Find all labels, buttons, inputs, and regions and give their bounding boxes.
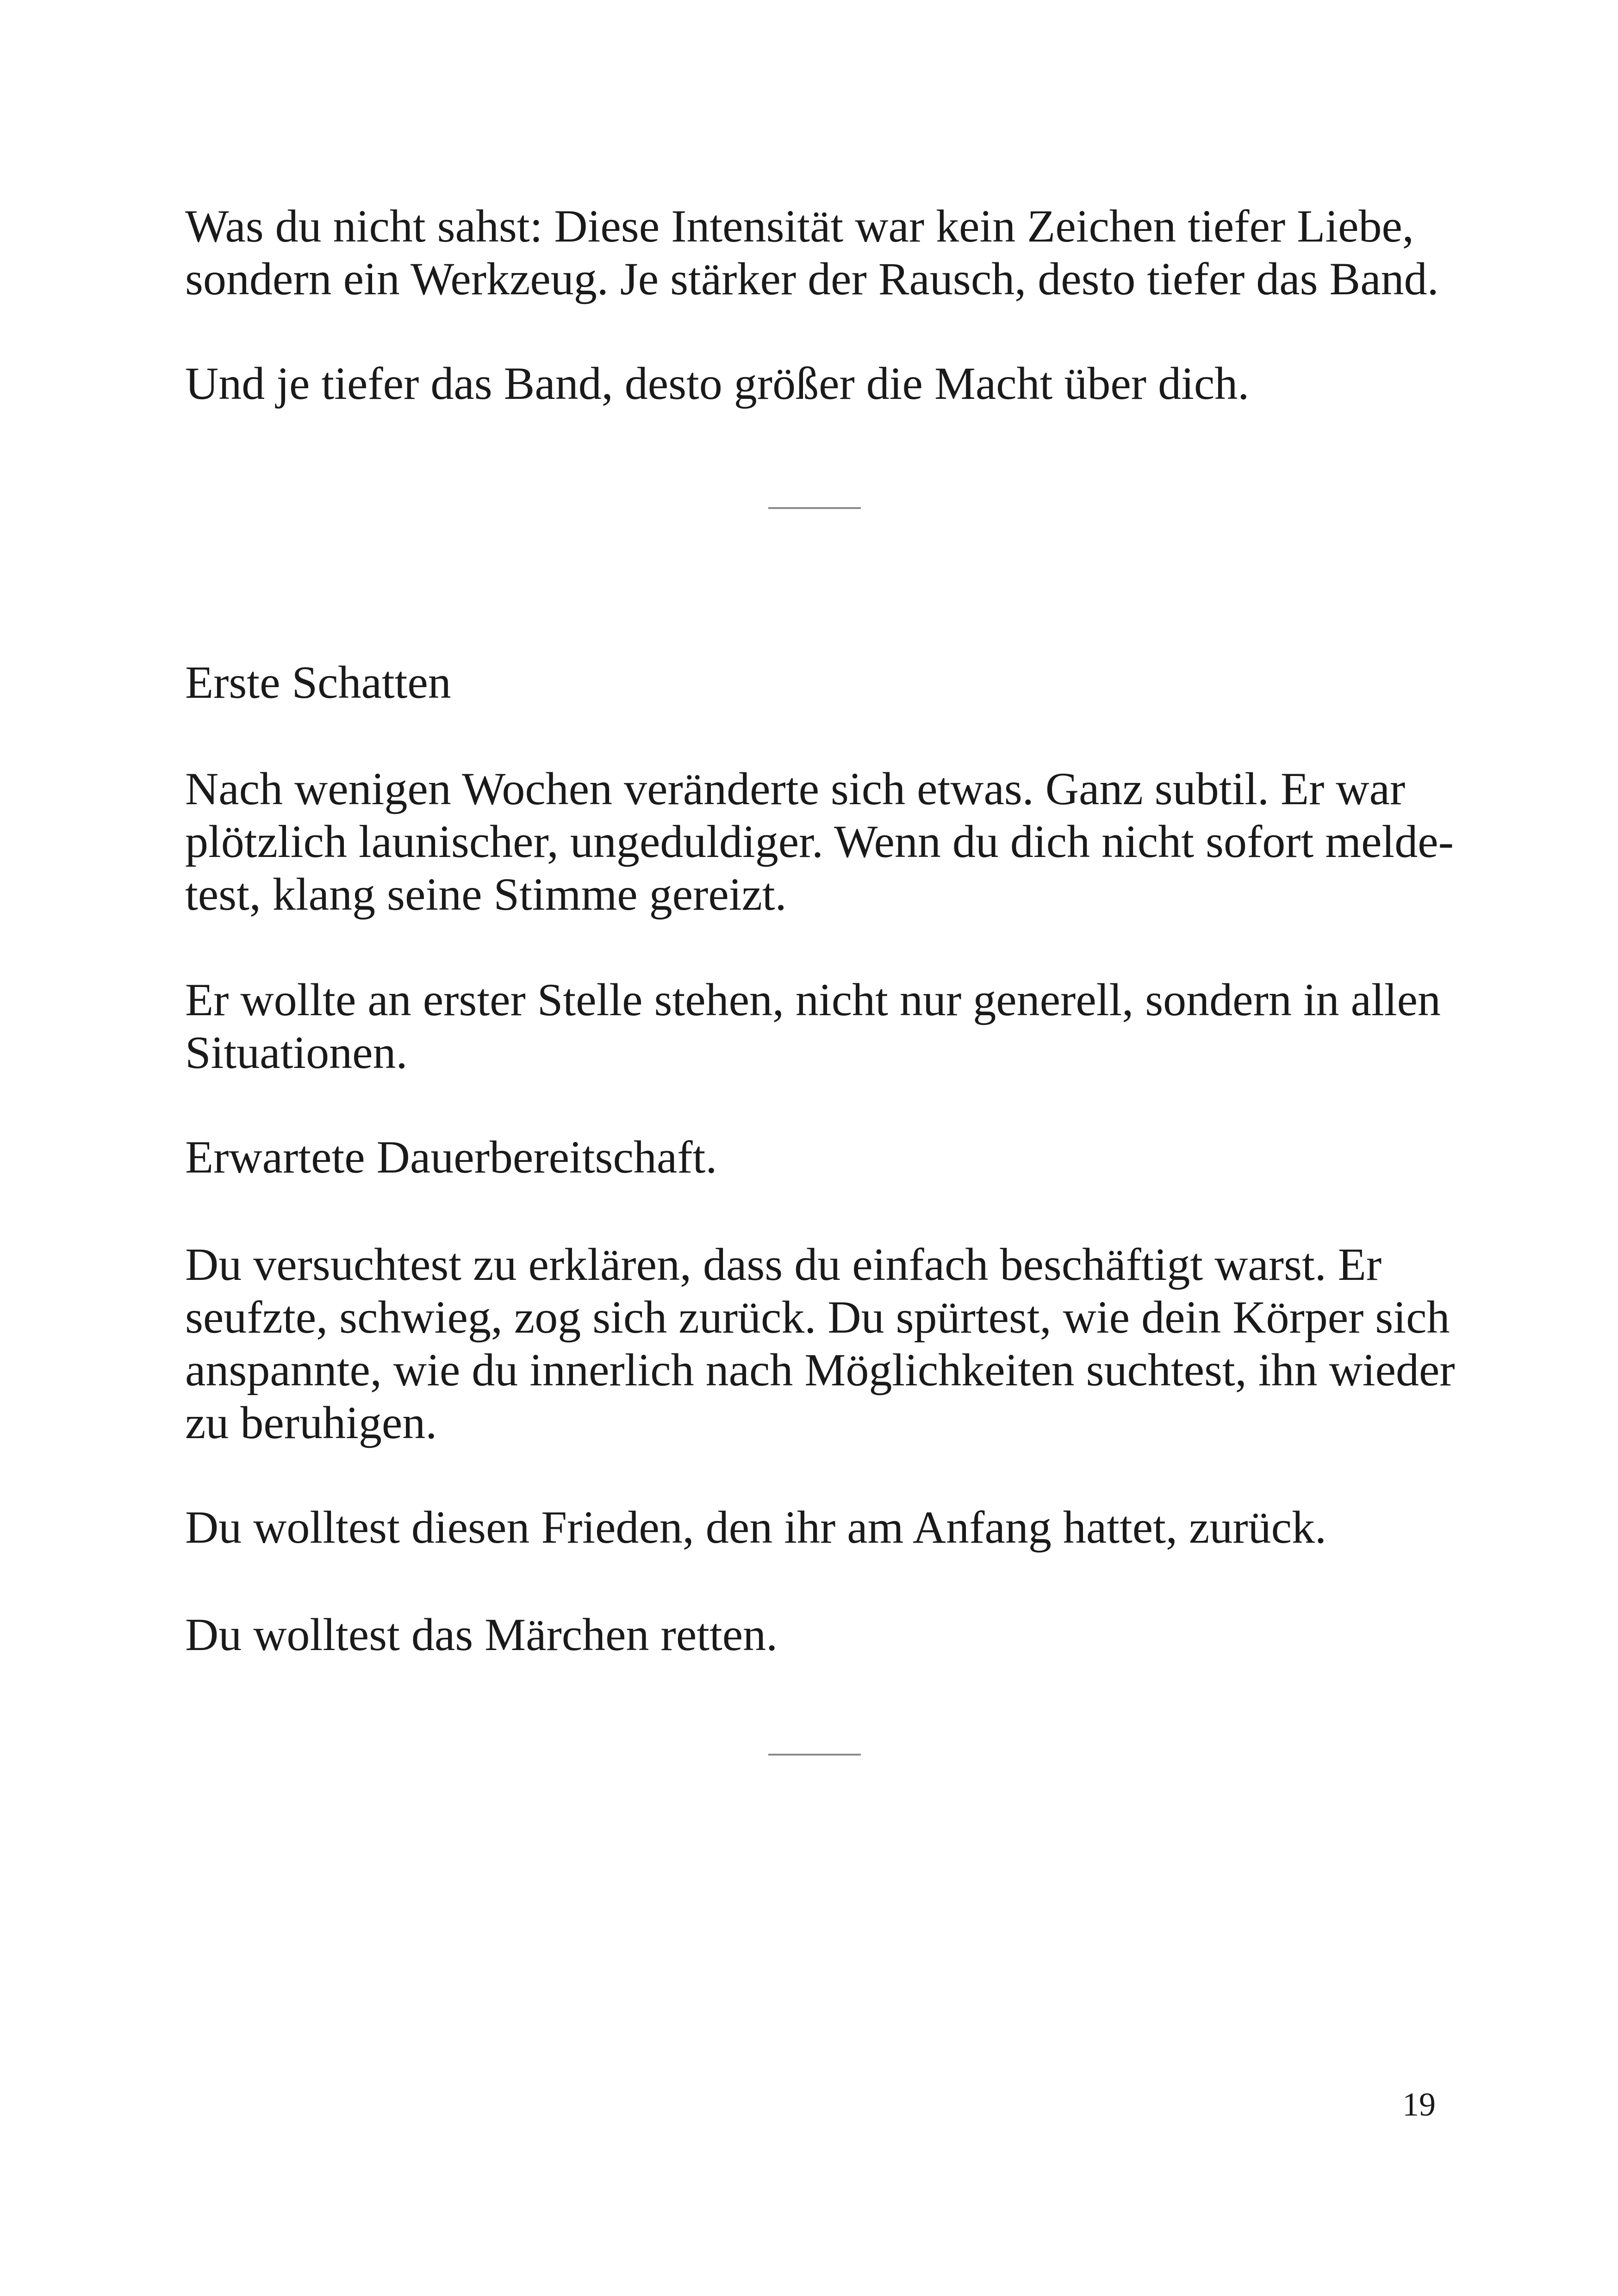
paragraph-fairytale [185,1608,1444,1661]
paragraph-line: seufzte, schwieg, zog sich zurück. Du spürtest, wie dein Körper sich [185,1291,1450,1343]
paragraph-line: Erwartete Dauerbereitschaft. [185,1131,717,1183]
paragraph-line: Und je tiefer das Band, desto größer die Macht über dich. [185,358,1250,409]
paragraph-power [185,357,1444,410]
paragraph-line: sondern ein Werkzeug. Je stärker der Rausch, desto tiefer das Band. [185,253,1439,304]
section-heading [185,656,1444,709]
paragraph-line: Du versuchtest zu erklären, dass du einfach beschäftigt warst. Er [185,1239,1382,1290]
paragraph-line: Du wolltest diesen Frieden, den ihr am Anfang hattet, zurück. [185,1502,1327,1553]
paragraph-explain [185,1238,1455,1449]
paragraph-first-place [185,974,1444,1079]
paragraph-change [185,763,1454,921]
paragraph-line: Er wollte an erster Stelle stehen, nicht nur generell, sondern in allen [185,974,1441,1025]
heading-text: Erste Schatten [185,657,451,708]
paragraph-line: anspannte, wie du innerlich nach Möglichkeiten suchtest, ihn wieder [185,1344,1455,1396]
paragraph-line: plötzlich launischer, ungeduldiger. Wenn du dich nicht sofort melde- [185,816,1454,867]
page-number: 19 [1402,2086,1436,2123]
paragraph-line: Nach wenigen Wochen veränderte sich etwas. Ganz subtil. Er war [185,763,1406,814]
paragraph-line: zu beruhigen. [185,1397,437,1448]
section-divider [768,507,861,509]
section-divider [768,1754,861,1756]
paragraph-line: Du wolltest das Märchen retten. [185,1609,778,1660]
paragraph-line: test, klang seine Stimme gereizt. [185,869,787,920]
paragraph-peace [185,1501,1444,1554]
paragraph-line: Was du nicht sahst: Diese Intensität war kein Zeichen tiefer Liebe, [185,200,1414,252]
paragraph-intensity [185,200,1444,305]
paragraph-availability [185,1131,1444,1184]
paragraph-line: Situationen. [185,1027,408,1078]
